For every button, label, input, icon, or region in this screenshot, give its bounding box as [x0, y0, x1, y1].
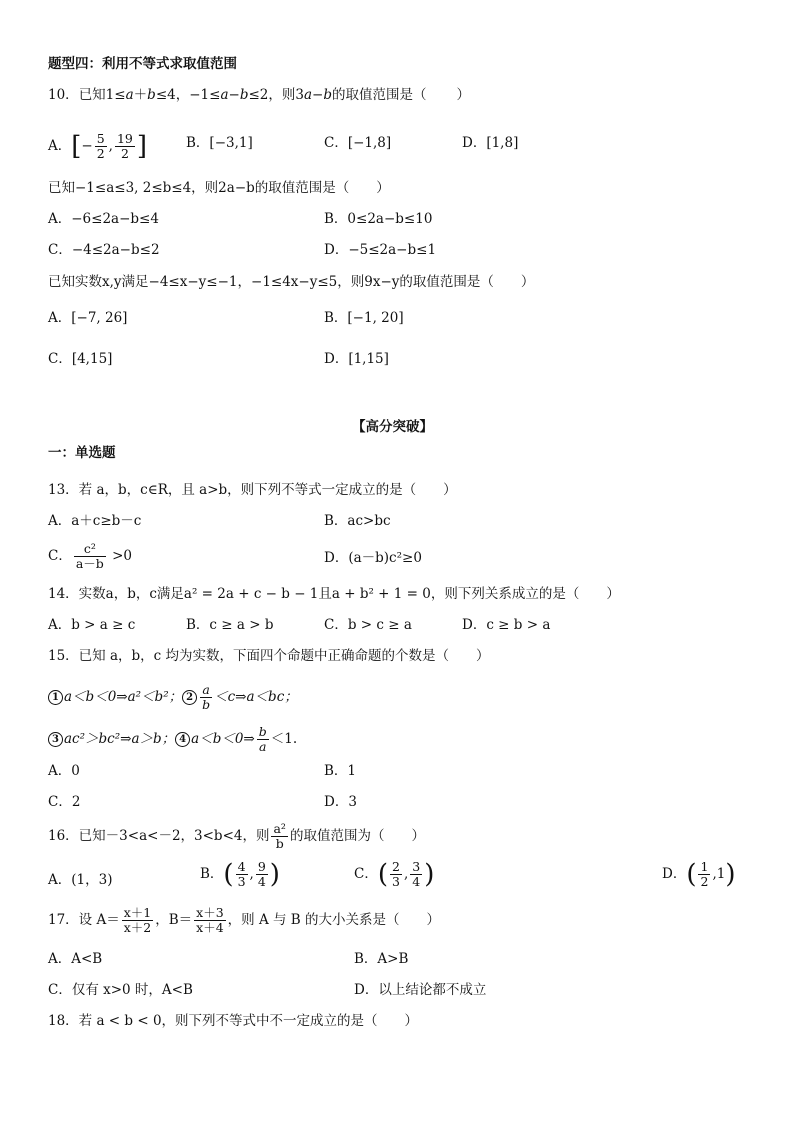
q10-text-c: ，则3	[268, 87, 304, 103]
q13-option-c	[48, 542, 132, 571]
frac-den: a	[259, 739, 267, 754]
q13-option-a: A．a＋c≥b－c	[48, 513, 142, 529]
q10-text-a: 已知1≤	[78, 87, 126, 103]
frac-num: x＋3	[196, 905, 224, 920]
q10-option-a: A．[− $\frac{5}{2}$ , $\frac{19}{2}$ ]	[48, 131, 148, 162]
question-11	[48, 179, 390, 197]
q12-option-a: A．[−7, 26]	[48, 310, 128, 326]
q10-d-label: D．	[462, 135, 487, 151]
q14-option-d: D．c ≥ b > a	[462, 617, 551, 633]
q16-option-a: A．(1，3)	[48, 872, 113, 888]
q16-option-c: C．( $\frac{2}{3}$ , $\frac{3}{4}$ )	[354, 859, 435, 890]
question-13: 13．若 a，b，c∈R，且 a>b，则下列不等式一定成立的是（ ）	[48, 482, 457, 498]
q10-b-value: [−3,1]	[209, 135, 253, 151]
question-17	[48, 906, 440, 935]
q16-d-value: 1	[716, 866, 726, 882]
frac-den: 2	[700, 874, 709, 889]
q10-a-label: A．	[48, 138, 72, 154]
question-16	[48, 822, 425, 851]
q17-mid: ，B＝	[155, 912, 193, 928]
q17-tail: ，则 A 与 B 的大小关系是（ ）	[227, 912, 441, 928]
frac-den: b	[275, 836, 284, 851]
q16-option-d: D．( $\frac{1}{2}$ ,1)	[662, 859, 736, 890]
question-18: 18．若 a < b < 0，则下列不等式中不一定成立的是（ ）	[48, 1013, 419, 1029]
q10-option-b	[186, 134, 253, 152]
frac-num: 3	[412, 859, 421, 874]
q15-p2-tail: ＜c⇒a＜bc；	[214, 689, 298, 705]
frac-num: 2	[392, 859, 400, 874]
q16-d-label: D．	[662, 866, 687, 882]
q17-option-c: C．仅有 x>0 时，A<B	[48, 982, 193, 998]
question-10: 10．已知1≤a＋b≤4，−1≤a−b≤2，则3a−b的取值范围是（ ）	[48, 87, 470, 103]
q13-option-b: B．ac>bc	[324, 513, 391, 529]
q10-option-c	[324, 134, 391, 152]
q15-propositions-1-2	[48, 683, 298, 712]
q16-tail: 的取值范围为（ ）	[289, 828, 425, 844]
q12-option-b: B．[−1, 20]	[324, 310, 404, 326]
q15-p4-head: a＜b＜0⇒	[191, 731, 255, 747]
circled-number-4: 4	[175, 732, 190, 747]
frac-num: c²	[74, 542, 106, 557]
q13-option-d: D．(a－b)c²≥0	[324, 550, 422, 566]
frac-num: 5	[96, 131, 105, 146]
frac-den: 2	[96, 146, 105, 161]
question-15: 15．已知 a，b，c 均为实数，下面四个命题中正确命题的个数是（ ）	[48, 648, 490, 664]
frac-den: 3	[392, 874, 400, 889]
q11-option-c: C．−4≤2a−b≤2	[48, 242, 160, 258]
frac-num: 1	[700, 859, 709, 874]
question-14: 14．实数a，b，c满足a² = 2a + c − b − 1且a + b² + 1 = 0，则下列关系成立的是（ ）	[48, 586, 620, 602]
frac-num: a	[200, 683, 212, 698]
q12-option-c: C．[4,15]	[48, 351, 113, 367]
q17-option-b: B．A>B	[354, 951, 409, 967]
q10-b-label: B．	[186, 135, 210, 151]
q16-head: 16．已知－3<a<－2，3<b<4，则	[48, 828, 270, 844]
q15-p3: ac²＞bc²⇒a＞b；	[64, 731, 176, 747]
q14-option-b: B．c ≥ a > b	[186, 617, 274, 633]
q11-stem: 已知−1≤a≤3, 2≤b≤4，则2a−b的取值范围是（ ）	[48, 180, 390, 196]
q16-c-label: C．	[354, 866, 378, 882]
q10-c-label: C．	[324, 135, 348, 151]
q17-option-a: A．A<B	[48, 951, 103, 967]
q13-c-tail: >0	[112, 548, 133, 564]
frac-den: 3	[237, 874, 246, 889]
section-heading: 【高分突破】	[352, 419, 433, 435]
frac-den: 2	[120, 146, 129, 161]
q17-option-d: D．以上结论都不成立	[354, 982, 487, 998]
frac-num: 4	[237, 859, 246, 874]
q10-number: 10．	[48, 87, 79, 103]
frac-num: b	[258, 724, 267, 739]
circled-number-2: 2	[182, 690, 197, 705]
q10-option-d	[462, 134, 518, 152]
frac-num: a²	[273, 821, 286, 836]
q10-text-e: ）	[456, 87, 470, 103]
q12-option-d: D．[1,15]	[324, 351, 389, 367]
q11-option-d: D．−5≤2a−b≤1	[324, 242, 437, 258]
q10-text-d: 的取值范围是（	[332, 87, 427, 103]
q17-head: 17．设 A＝	[48, 912, 120, 928]
q15-option-b: B．1	[324, 763, 357, 779]
q16-b-label: B．	[200, 866, 224, 882]
q14-option-a: A．b > a ≥ c	[48, 617, 136, 633]
subheading: 一：单选题	[48, 445, 116, 461]
q10-text-b: ，−1≤	[175, 87, 221, 103]
q15-p4-tail: ＜1.	[270, 731, 298, 747]
section-title: 题型四：利用不等式求取值范围	[48, 56, 237, 72]
q11-option-a: A．−6≤2a−b≤4	[48, 211, 159, 227]
q11-option-b: B．0≤2a−b≤10	[324, 211, 433, 227]
frac-num: 19	[116, 131, 133, 146]
frac-num: 9	[257, 859, 266, 874]
q15-option-d: D．3	[324, 794, 357, 810]
frac-den: x＋2	[123, 920, 152, 935]
circled-number-3: 3	[48, 732, 63, 747]
q15-p1: a＜b＜0⇒a²＜b²；	[64, 689, 183, 705]
frac-num: x＋1	[123, 905, 152, 920]
q14-option-c: C．b > c ≥ a	[324, 617, 412, 633]
frac-den: a－b	[75, 556, 104, 571]
q10-d-value: [1,8]	[486, 135, 519, 151]
frac-den: b	[202, 697, 211, 712]
q15-option-c: C．2	[48, 794, 81, 810]
frac-den: x＋4	[196, 920, 224, 935]
q10-c-value: [−1,8]	[347, 135, 392, 151]
q16-option-b: B．( $\frac{4}{3}$ , $\frac{9}{4}$ )	[200, 859, 280, 890]
circled-number-1: 1	[48, 690, 63, 705]
q15-propositions-3-4	[48, 725, 297, 754]
frac-den: 4	[412, 874, 421, 889]
q15-option-a: A．0	[48, 763, 80, 779]
q13-c-label: C．	[48, 548, 72, 564]
question-12: 已知实数x,y满足−4≤x−y≤−1，−1≤4x−y≤5，则9x−y的取值范围是（ ）	[48, 274, 535, 290]
frac-den: 4	[257, 874, 266, 889]
